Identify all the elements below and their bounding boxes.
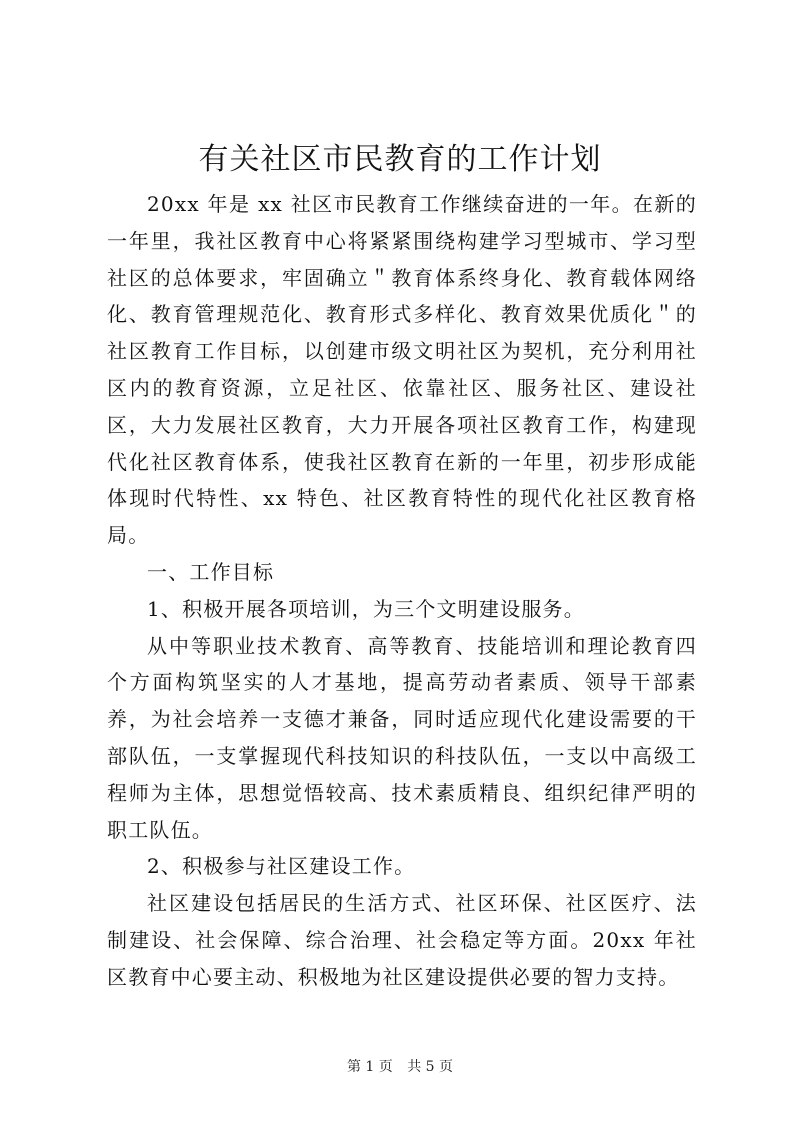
page-number: 第 1 页: [346, 1059, 393, 1075]
page-total: 共 5 页: [407, 1059, 454, 1075]
paragraph-training: 从中等职业技术教育、高等教育、技能培训和理论教育四个方面构筑坚实的人才基地，提高劳动者素质、领导干部素养，为社会培养一支德才兼备，同时适应现代化建设需要的干部队伍，一支掌握现代科技知识的科技队伍，一支以中高级工程师为主体，思想觉悟较高、技术素质精良、组织纪律严明的职工队伍。: [107, 633, 697, 842]
subheading-community-building: 2、积极参与社区建设工作。: [147, 854, 416, 879]
document-body: [107, 186, 697, 996]
subheading-training: 1、积极开展各项培训，为三个文明建设服务。: [147, 596, 585, 621]
paragraph-intro: 20xx 年是 xx 社区市民教育工作继续奋进的一年。在新的一年里，我社区教育中心将紧紧围绕构建学习型城市、学习型社区的总体要求，牢固确立＂教育体系终身化、教育载体网络化、教育管理规范化、教育形式多样化、教育效果优质化＂的社区教育工作目标，以创建市级文明社区为契机，充分利用社区内的教育资源，立足社区、依靠社区、服务社区、建设社区，大力发展社区教育，大力开展各项社区教育工作，构建现代化社区教育体系，使我社区教育在新的一年里，初步形成能体现时代特性、xx 特色、社区教育特性的现代化社区教育格局。: [107, 192, 697, 548]
section-heading-goals: 一、工作目标: [147, 559, 275, 584]
document-title: 有关社区市民教育的工作计划: [198, 142, 602, 177]
paragraph-community-building: 社区建设包括居民的生活方式、社区环保、社区医疗、法制建设、社会保障、综合治理、社会稳定等方面。20xx 年社区教育中心要主动、积极地为社区建设提供必要的智力支持。: [107, 891, 697, 989]
page-footer: [0, 1057, 800, 1077]
